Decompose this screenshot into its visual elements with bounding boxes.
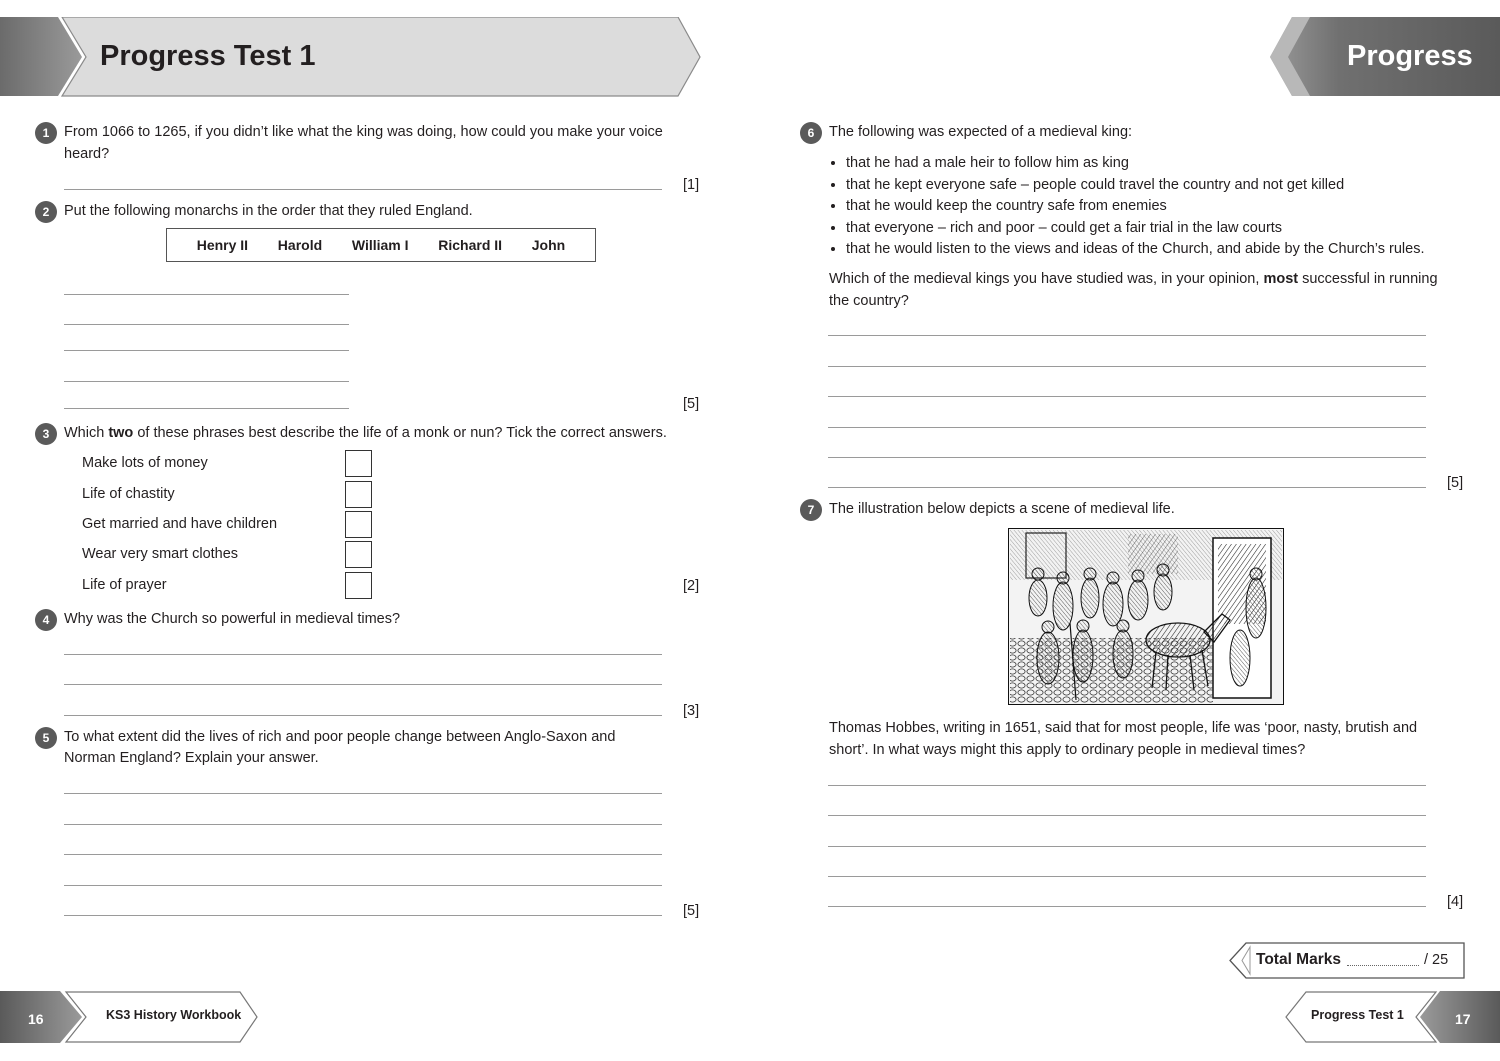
question-7-intro: The illustration below depicts a scene of medieval life. <box>829 501 1175 517</box>
question-6-intro: The following was expected of a medieval king: <box>829 124 1133 140</box>
question-5-text-line2: Norman England? Explain your answer. <box>64 750 319 766</box>
question-2-mark: [5] <box>683 396 700 412</box>
question-number-4: 4 <box>35 609 57 631</box>
question-2-text: Put the following monarchs in the order that they ruled England. <box>64 203 473 219</box>
list-item: • that he kept everyone safe – people could travel the country and not get killed <box>846 175 1424 197</box>
answer-line[interactable] <box>64 324 349 325</box>
question-1-text: From 1066 to 1265, if you didn’t like what the king was doing, how could you make your voice heard? <box>64 124 663 162</box>
answer-line[interactable] <box>64 824 662 825</box>
list-item: • that everyone – rich and poor – could get a fair trial in the law courts <box>846 218 1424 240</box>
answer-line[interactable] <box>64 408 349 409</box>
tick-box[interactable] <box>345 511 372 538</box>
question-number-7: 7 <box>800 499 822 521</box>
answer-line[interactable] <box>828 876 1426 877</box>
tick-box[interactable] <box>345 481 372 508</box>
question-4-text: Why was the Church so powerful in medieval times? <box>64 611 401 627</box>
question-number-6: 6 <box>800 122 822 144</box>
question-1-mark: [1] <box>683 177 700 193</box>
answer-line[interactable] <box>64 915 662 916</box>
list-item: • that he would listen to the views and ideas of the Church, and abide by the Church’s rules. <box>846 239 1424 261</box>
answer-line[interactable] <box>828 815 1426 816</box>
list-item: • that he would keep the country safe from enemies <box>846 196 1424 218</box>
page-number-left: 16 <box>28 1011 44 1027</box>
monarch-item: Harold <box>277 237 323 253</box>
list-item: • that he had a male heir to follow him as king <box>846 153 1424 175</box>
answer-line[interactable] <box>828 396 1426 397</box>
tick-box[interactable] <box>345 541 372 568</box>
answer-line[interactable] <box>828 487 1426 488</box>
question-number-2: 2 <box>35 201 57 223</box>
question-7-mark: [4] <box>1447 894 1464 910</box>
answer-line[interactable] <box>828 785 1426 786</box>
footer-section-title: Progress Test 1 <box>1311 1008 1404 1022</box>
question-number-3: 3 <box>35 423 57 445</box>
tick-option-label: Life of chastity <box>82 486 175 502</box>
total-marks-value: / 25 <box>1424 952 1449 968</box>
monarch-list-box <box>166 228 596 262</box>
total-marks-input[interactable] <box>1347 965 1419 966</box>
monarch-item: Richard II <box>438 237 503 253</box>
tick-box[interactable] <box>345 450 372 477</box>
question-5-mark: [5] <box>683 903 700 919</box>
footer-book-title: KS3 History Workbook <box>106 1008 242 1022</box>
question-4-mark: [3] <box>683 703 700 719</box>
answer-line[interactable] <box>828 846 1426 847</box>
answer-line[interactable] <box>64 854 662 855</box>
section-title: Progress <box>1347 40 1473 72</box>
monarch-item: William I <box>351 237 409 253</box>
answer-line[interactable] <box>828 906 1426 907</box>
answer-line[interactable] <box>64 189 662 190</box>
question-5-text-line1: To what extent did the lives of rich and poor people change between Anglo-Saxon and <box>64 729 616 745</box>
page-title: Progress Test 1 <box>100 40 316 72</box>
answer-line[interactable] <box>828 457 1426 458</box>
tick-option-label: Make lots of money <box>82 455 208 471</box>
question-6-mark: [5] <box>1447 475 1464 491</box>
question-7-quote: Thomas Hobbes, writing in 1651, said that for most people, life was ‘poor, nasty, brutish and short’. In what ways might this apply to ordinary people in medieval times? <box>829 720 1418 758</box>
answer-line[interactable] <box>828 366 1426 367</box>
answer-line[interactable] <box>64 350 349 351</box>
total-marks-label: Total Marks <box>1256 951 1341 968</box>
answer-line[interactable] <box>828 335 1426 336</box>
page-number-right: 17 <box>1455 1011 1471 1027</box>
question-number-5: 5 <box>35 727 57 749</box>
tick-box[interactable] <box>345 572 372 599</box>
tick-option-label: Life of prayer <box>82 577 167 593</box>
answer-line[interactable] <box>64 715 662 716</box>
monarch-item: Henry II <box>196 237 249 253</box>
answer-line[interactable] <box>64 684 662 685</box>
expectations-list <box>828 153 1424 261</box>
tick-option-label: Get married and have children <box>82 516 278 532</box>
tick-option-label: Wear very smart clothes <box>82 546 239 562</box>
question-3-text: Which two of these phrases best describe the life of a monk or nun? Tick the correct answers. <box>64 425 667 441</box>
answer-line[interactable] <box>64 885 662 886</box>
question-number-1: 1 <box>35 122 57 144</box>
answer-line[interactable] <box>828 427 1426 428</box>
answer-line[interactable] <box>64 294 349 295</box>
question-3-mark: [2] <box>683 578 700 594</box>
question-6-question: Which of the medieval kings you have studied was, in your opinion, most successful in running the country? <box>829 271 1438 309</box>
medieval-woodcut-illustration <box>1008 528 1284 705</box>
monarch-item: John <box>531 237 566 253</box>
answer-line[interactable] <box>64 793 662 794</box>
answer-line[interactable] <box>64 381 349 382</box>
answer-line[interactable] <box>64 654 662 655</box>
